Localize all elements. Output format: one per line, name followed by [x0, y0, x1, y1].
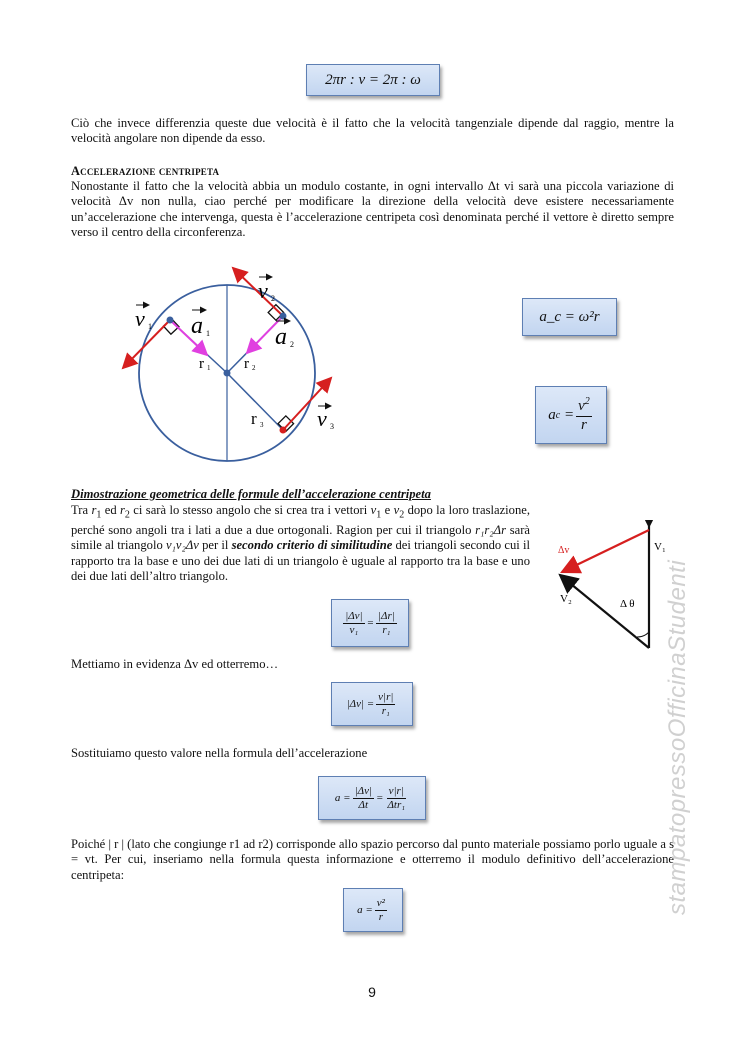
p3-r2: r: [120, 503, 125, 517]
triangle-angle-arc: [637, 632, 649, 637]
formula-ac2-num: v: [578, 398, 585, 415]
p3-text-5: dopo la loro traslazione, perché sono angoli tra i lati a due a due ortogonali. Ragion per cui il triangolo: [71, 503, 531, 537]
label-r3-sub: 3: [260, 421, 264, 429]
p3-text-1: Tra: [71, 503, 92, 517]
label-v3-sub: 3: [330, 422, 334, 431]
section-heading: Accelerazione centripeta: [71, 164, 220, 178]
formula-final-lhs: a =: [357, 904, 373, 916]
triangle-v2-vector: [560, 575, 649, 648]
formula-ratio-rnum: |Δr|: [378, 609, 395, 622]
formula-a-d2: Δtr₁: [387, 798, 406, 811]
subsection-heading: Dimostrazione geometrica delle formule dell’accelerazione centripeta: [71, 487, 431, 501]
p3-criterion: secondo criterio di similitudine: [231, 538, 393, 553]
p3-r1: r: [91, 503, 97, 517]
label-v3: v: [317, 406, 327, 431]
label-r1: r: [199, 356, 204, 372]
label-r2: r: [244, 356, 249, 372]
formula-dv-num: v|r|: [378, 690, 394, 703]
paragraph-1: Ciò che invece differenzia queste due velocità è il fatto che la velocità tangenziale dipende dal raggio, mentre la velocità angolare non dipende da esso.: [71, 116, 674, 146]
formula-dv-lhs: |Δv| =: [346, 698, 375, 710]
p3-v2: v: [393, 503, 400, 517]
p3-text-6: sarà simile al triangolo: [71, 522, 530, 553]
triangle-label-v2: V₂: [560, 593, 572, 605]
formula-final-den: r: [378, 910, 383, 923]
formula-box-a: a = $\frac{|\Delta v|}{\Delta t}$ = $\frac{v|r|}{\text{Δtr₁}}$: [318, 776, 426, 820]
formula-a-d1: Δt: [358, 798, 369, 811]
formula-box-ratio: $\frac{|\Delta v|}{\text{v₁}}$ = $\frac{|\Delta r|}{\text{r₁}}$: [331, 599, 409, 647]
formula-ac2-den: r: [580, 416, 587, 433]
label-a1-sub: 1: [206, 329, 210, 338]
paragraph-5: Sostituiamo questo valore nella formula dell’accelerazione: [71, 746, 368, 760]
triangle-label-dv: Δv: [558, 545, 570, 556]
paragraph-4: Mettiamo in evidenza Δv ed otterremo…: [71, 657, 279, 671]
label-v2: v: [258, 278, 268, 303]
triangle-dv-vector: [562, 530, 649, 572]
p3-text-2: ed: [101, 503, 121, 517]
label-v1: v: [135, 306, 145, 331]
label-a1: a: [191, 313, 203, 339]
page-number: 9: [368, 984, 376, 1000]
formula-ac2-sub: c: [555, 409, 561, 421]
circular-motion-diagram: [105, 258, 345, 468]
formula-box-ac-velocity: a c = $\frac{v^2}{r}$: [535, 386, 607, 444]
p3-text-4: e: [381, 503, 394, 517]
p3-triangle-2: v₁v₂Δv: [165, 538, 199, 553]
paragraph-3: Tra $r_1$ ed $r_2$ ci sarà lo stesso angolo che si crea tra i vettori $v_1$ e $v_2$ dopo la loro traslazione, perché sono angoli tra i lati a due a due ortogonali. Ragion per cui il triangolo r₁r₂Δr sarà simile al triangolo v₁v₂Δv per il secondo criterio di similitudine dei triangoli secondo cui il rapporto tra la base e uno dei due lati di un triangolo è uguale al rapporto tra la base e uno dei due lati dell’altro triangolo.: [71, 503, 531, 584]
velocity-triangle-diagram: [552, 520, 682, 655]
label-r1-sub: 1: [207, 364, 211, 372]
formula-box-ac-omega: [522, 298, 617, 336]
label-a2-sub: 2: [290, 340, 294, 349]
label-r2-sub: 2: [252, 364, 256, 372]
watermark: stampatopressoOfficinaStudenti: [664, 559, 691, 915]
label-v1-sub: 1: [148, 322, 152, 331]
p3-triangle-1: r₁r₂Δr: [475, 522, 506, 537]
formula-a-n2: v|r|: [388, 784, 404, 797]
formula-ac2-lhs: a: [548, 406, 556, 423]
triangle-label-dtheta: Δ θ: [620, 598, 635, 610]
formula-ratio-lnum: |Δv|: [345, 609, 363, 622]
formula-ac-omega-text: a_c = ω²r: [539, 308, 600, 325]
formula-ratio-lden: v₁: [349, 623, 359, 636]
formula-box-top: [306, 64, 440, 96]
formula-top-text: 2πr : v = 2π : ω: [325, 71, 421, 88]
formula-ac2-fraction: [576, 396, 592, 434]
point-2: [280, 313, 287, 320]
center-point: [224, 370, 231, 377]
point-3: [280, 427, 287, 434]
formula-box-final: [343, 888, 403, 932]
label-v2-sub: 2: [271, 294, 275, 303]
triangle-label-v1: V₁: [654, 541, 666, 553]
formula-a-n1: |Δv|: [354, 784, 372, 797]
formula-final-num: v²: [376, 896, 385, 909]
formula-dv-den: r₁: [381, 704, 390, 717]
paragraph-6: Poiché | r | (lato che congiunge r1 ad r2) corrisponde allo spazio percorso dal punto materiale possiamo porlo uguale a s = vt. Per cui, inseriamo nella formula questa informazione e otterremo il modulo definitivo dell’accelerazione centripeta:: [71, 837, 674, 882]
formula-ac2-sup: 2: [584, 396, 590, 408]
velocity-vector-1: [123, 320, 170, 368]
formula-ratio-rden: r₁: [382, 623, 391, 636]
label-r3: r: [251, 409, 257, 428]
p3-text-3: ci sarà lo stesso angolo che si crea tra i vettori: [129, 503, 371, 517]
label-a2: a: [275, 324, 287, 350]
p3-text-7: per il: [198, 538, 232, 553]
formula-box-dv: [331, 682, 413, 726]
formula-a-lhs: a =: [334, 792, 351, 804]
point-1: [167, 317, 174, 324]
p3-text-8: dei triangoli secondo cui il rapporto tra la base e uno dei due lati di un triangolo è uguale al rapporto tra la base e uno dei due lati dell’altro triangolo.: [71, 538, 531, 584]
paragraph-2: Nonostante il fatto che la velocità abbia un modulo costante, in ogni intervallo Δt vi sarà una piccola variazione di velocità Δv non nulla, ciao perché per modificare la direzione della velocità deve esistere necessariamente un’accelerazione che intervenga, questa è l’accelerazione centripeta così denominata perché il vettore è diretto sempre verso il centro della circonferenza.: [71, 179, 674, 240]
p3-v1: v: [370, 503, 377, 517]
